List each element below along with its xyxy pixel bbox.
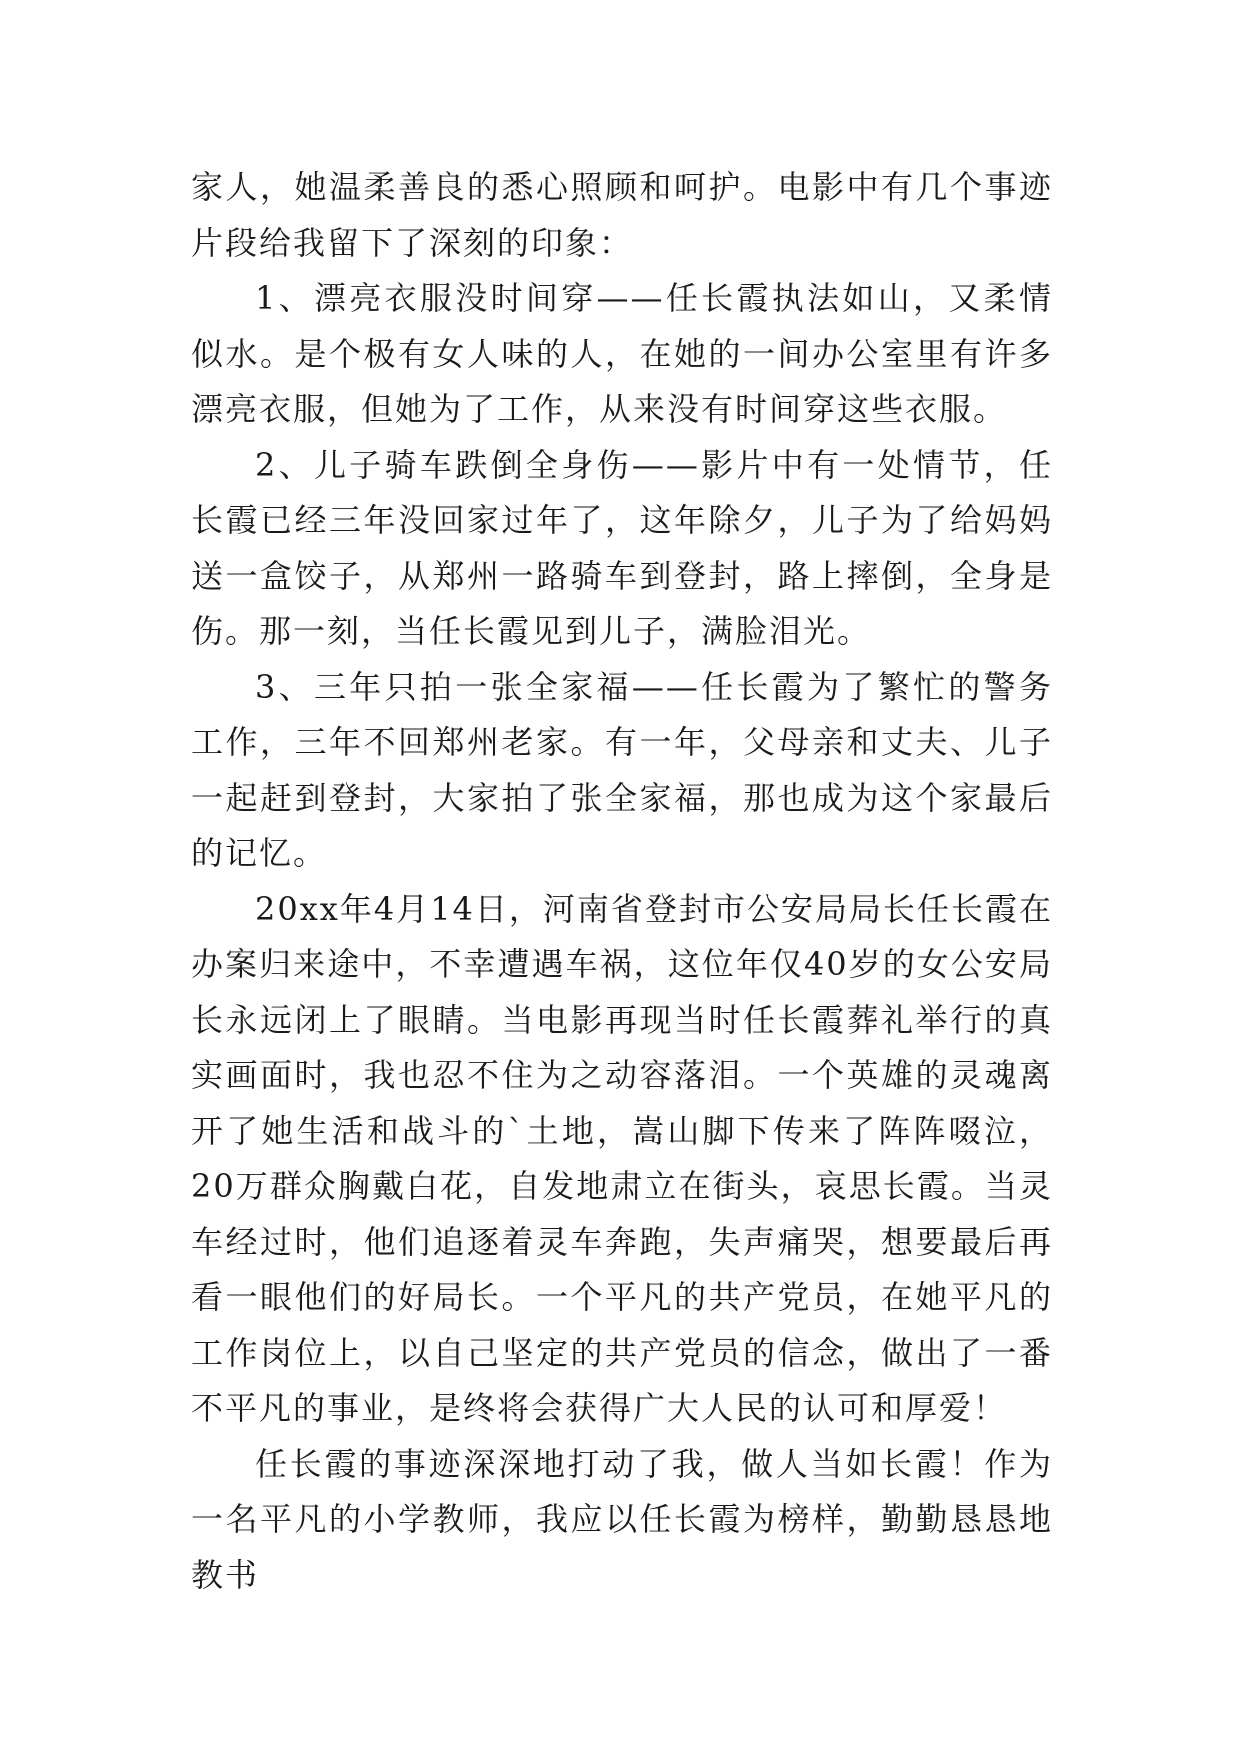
paragraph-item-2: 2、儿子骑车跌倒全身伤——影片中有一处情节，任长霞已经三年没回家过年了，这年除夕，儿子为了给妈妈送一盒饺子，从郑州一路骑车到登封，路上摔倒，全身是伤。那一刻，当任长霞见到儿子，满脸泪光。: [191, 445, 1053, 650]
paragraph-item-3: 3、三年只拍一张全家福——任长霞为了繁忙的警务工作，三年不回郑州老家。有一年，父母亲和丈夫、儿子一起赶到登封，大家拍了张全家福，那也成为这个家最后的记忆。: [191, 667, 1053, 872]
document-body: [191, 160, 1053, 1603]
paragraph-event: 20xx年4月14日，河南省登封市公安局局长任长霞在办案归来途中，不幸遭遇车祸，这位年仅40岁的女公安局长永远闭上了眼睛。当电影再现当时任长霞葬礼举行的真实画面时，我也忍不住为之动容落泪。一个英雄的灵魂离开了她生活和战斗的`土地，嵩山脚下传来了阵阵啜泣，20万群众胸戴白花，自发地肃立在街头，哀思长霞。当灵车经过时，他们追逐着灵车奔跑，失声痛哭，想要最后再看一眼他们的好局长。一个平凡的共产党员，在她平凡的工作岗位上，以自己坚定的共产党员的信念，做出了一番不平凡的事业，是终将会获得广大人民的认可和厚爱！: [191, 889, 1053, 1427]
paragraph-reflection: 任长霞的事迹深深地打动了我，做人当如长霞！作为一名平凡的小学教师，我应以任长霞为榜样，勤勤恳恳地教书: [191, 1444, 1053, 1594]
paragraph-item-1: 1、漂亮衣服没时间穿——任长霞执法如山，又柔情似水。是个极有女人味的人，在她的一间办公室里有许多漂亮衣服，但她为了工作，从来没有时间穿这些衣服。: [191, 279, 1053, 428]
paragraph-intro: 家人，她温柔善良的悉心照顾和呵护。电影中有几个事迹片段给我留下了深刻的印象：: [191, 168, 1053, 262]
